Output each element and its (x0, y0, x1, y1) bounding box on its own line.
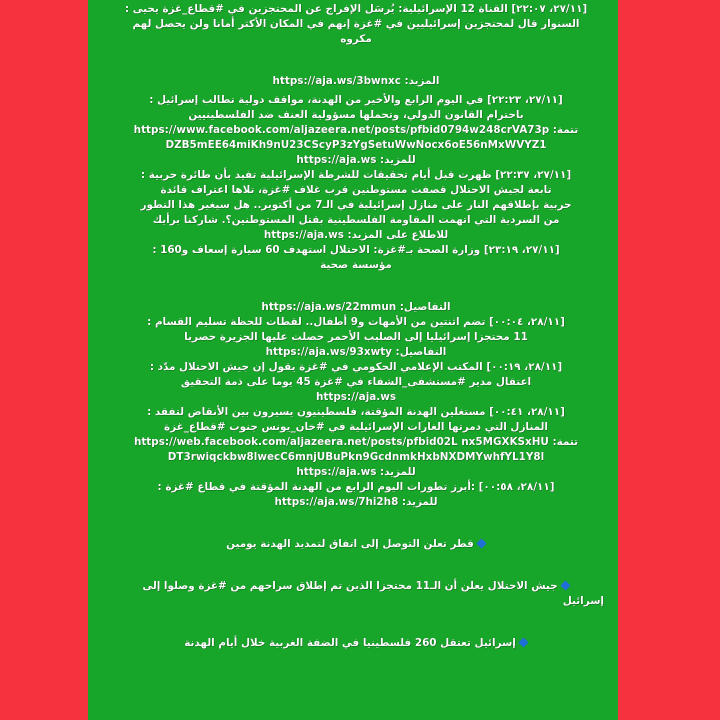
news-post (108, 243, 604, 273)
post-line: [٢٨/١١، ٠٠:١٩] ‪: المكتب الإعلامي الحكومي في #غزة يقول إن جيش الاحتلال مدّد (149, 361, 563, 373)
green-message-panel (88, 0, 618, 720)
headline-text-cont: إسرائيل (562, 595, 604, 607)
headline-item (108, 636, 604, 651)
blue-diamond-icon (518, 637, 528, 647)
news-post (108, 360, 604, 405)
left-red-border (0, 0, 88, 720)
post-line: [٢٧/١١، ٢٢:٢٣] ‪: في اليوم الرابع والأخير من الهدنة، مواقف دولية تطالب إسرائيل (149, 94, 563, 106)
more-link[interactable]: للمزيد: https://aja.ws/7hi2h8 (274, 496, 438, 508)
post-url-line[interactable]: DT3rwiqckbw8lwecC6mnjUBuPkn9GcdnmkHxbNXDMYwhfYL1Y8l (167, 451, 545, 463)
post-line: تابعة لجيش الاحتلال قصفت مستوطنين قرب غلاف #غزة، تلاها اعتراف قائدة (160, 184, 552, 196)
post-line: [٢٨/١١، ٠٠:٠٤] ‪: تضم اثنتين من الأمهات و9 أطفال.. لقطات للحظة تسليم القسام (147, 316, 565, 328)
post-line: من السردية التي اتهمت المقاومة الفلسطينية بقتل المستوطنين؟. شاركنا برأيك (152, 214, 560, 226)
more-link[interactable]: للمزيد: https://aja.ws (296, 466, 416, 478)
post-line: [٢٧/١١، ٢٣:١٩] ‪: وزارة الصحة بـ#غزة: الاحتلال استهدف 60 سيارة إسعاف و160 (152, 244, 560, 256)
post-line: [٢٨/١١، ٠٠:٥٨] ‪: أبرز تطورات اليوم الرابع من الهدنة المؤقتة في قطاع #غزة: (157, 481, 555, 493)
post-line: مكروه (340, 33, 372, 45)
news-post-link (108, 74, 604, 89)
post-line: مؤسسة صحية (320, 259, 392, 271)
more-link[interactable]: https://aja.ws (315, 391, 396, 403)
news-feed (108, 2, 604, 651)
post-line: باحترام القانون الدولي، وتحملها مسؤولية العنف ضد الفلسطينيين (188, 109, 524, 121)
more-link[interactable]: للمزيد: https://aja.ws (296, 154, 416, 166)
post-line: [٢٧/١١، ٢٢:٣٧] ‪: ظهرت قبل أيام تحقيقات للشرطة الإسرائيلية تفيد بأن طائرة حربية (140, 169, 572, 181)
news-post (108, 300, 604, 360)
blue-diamond-icon (476, 538, 486, 548)
post-line: [٢٨/١١، ٠٠:٤١] ‪: مستغلين الهدنة المؤقتة، فلسطينيون يسيرون بين الأنقاض لتفقد (147, 406, 565, 418)
post-line: اعتقال مدير #مستشفى_الشفاء في #غزة 45 يوما على ذمة التحقيق (180, 376, 532, 388)
post-url-line[interactable]: تتمة: https://web.facebook.com/aljazeera.net/posts/pfbid02L nx5MGXKSxHU (133, 436, 579, 448)
headline-text: إسرائيل تعتقل 260 فلسطينيا في الضفة الغربية خلال أيام الهدنة (184, 637, 516, 649)
post-line: السنوار قال لمحتجزين إسرائيليين في #غزة إنهم في المكان الأكثر أمانا ولن يحصل لهم (132, 18, 580, 30)
post-url-line[interactable]: تتمة: https://www.facebook.com/aljazeera.net/posts/pfbid0794w248crVA73p (133, 124, 579, 136)
headline-item (108, 579, 604, 609)
blue-diamond-icon (560, 580, 570, 590)
more-link[interactable]: للاطلاع على المزيد: https://aja.ws (263, 229, 449, 241)
news-post (108, 405, 604, 510)
post-line: المنازل التي دمرتها الغارات الإسرائيلية في #خان_يونس جنوب #قطاع_غزة (164, 421, 548, 433)
headline-text: جيش الاحتلال يعلن أن الـ11 محتجزا الذين تم إطلاق سراحهم من #غزة وصلوا إلى (142, 580, 558, 592)
more-link[interactable]: المزيد: https://aja.ws/3bwnxc (272, 75, 440, 87)
details-link[interactable]: التفاصيل: https://aja.ws/22mmun (261, 301, 451, 313)
post-line: [٢٧/١١، ٢٢:٠٧] ‪: القناة 12 الإسرائيلية: يُرسَل الإفراج عن المحتجزين في #قطاع_غزة يحيى (124, 3, 588, 15)
headline-item (108, 537, 604, 552)
details-link[interactable]: التفاصيل: https://aja.ws/93xwty (265, 346, 447, 358)
post-line: حربية بإطلاقهم النار على منازل إسرائيلية في الـ7 من أكتوبر.. هل سيغير هذا التطور (140, 199, 572, 211)
post-line: 11 محتجزا إسرائيليا إلى الصليب الأحمر حصلت عليها الجزيرة حصريا (184, 331, 528, 343)
news-post (108, 168, 604, 243)
post-url-line[interactable]: DZB5mEE64miKh9nU23CScyP3zYgSetuWwNocx6oE56nMxWVYZ1 (165, 139, 547, 151)
right-red-border (618, 0, 720, 720)
headline-text: قطر تعلن التوصل إلى اتفاق لتمديد الهدنة يومين (226, 538, 474, 550)
news-post (108, 2, 604, 47)
news-post (108, 93, 604, 168)
